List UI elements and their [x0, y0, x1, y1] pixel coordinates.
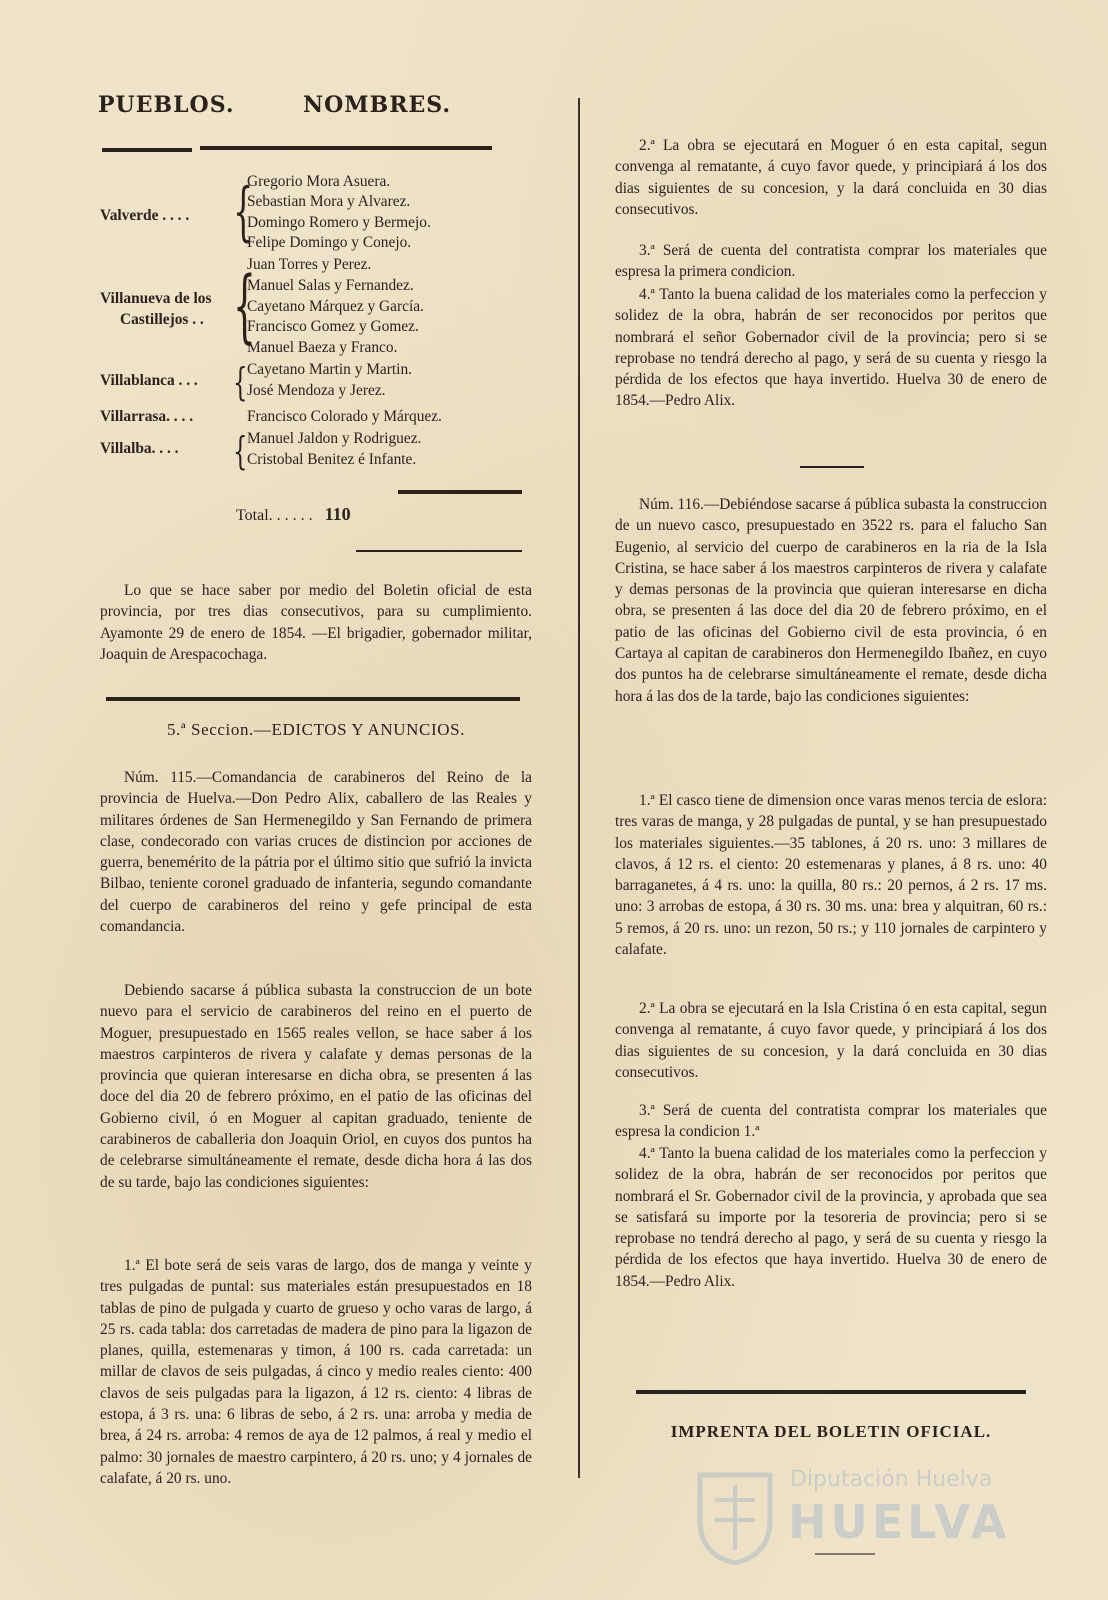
total-rule-bottom — [356, 550, 522, 552]
name: Domingo Romero y Bermejo. — [247, 214, 431, 231]
town-villarrasa: Villarrasa. . . . — [100, 408, 194, 425]
coat-of-arms-icon — [690, 1465, 780, 1565]
table-header — [98, 92, 538, 128]
town-villanueva: Villanueva de los — [100, 290, 212, 307]
town-villalba: Villalba. . . . — [100, 440, 179, 457]
total-rule-top — [398, 490, 522, 494]
watermark-line1: Diputación Huelva — [790, 1467, 993, 1492]
header-nombres: NOMBRES. — [303, 92, 452, 118]
name: Francisco Colorado y Márquez. — [247, 408, 442, 425]
n116-condition-4: 4.ª Tanto la buena calidad de los materiales como la perfeccion y solidez de la obra, habrán de ser reconocidos por peritos que nombrará el Sr. Gobernador civil de la provincia, y aprobada que sea se satisfará su importe por la tesoreria de provincia; pero si se reprobase no tendrá derecho al pago, y será de su cuenta y riesgo la pérdida de los efectos que haya invertido. Huelva 30 de enero de 1854.—Pedro Alix. — [615, 1145, 1047, 1290]
name: José Mendoza y Jerez. — [247, 382, 386, 399]
name: Sebastian Mora y Alvarez. — [247, 193, 411, 210]
n116-condition-2: 2.ª La obra se ejecutará en la Isla Cristina ó en esta capital, segun convenga al rematante, á cuyo favor quede, y principiará á los dos dias siguientes de su concesion, y la dará concluida en 30 dias consecutivos. — [615, 1000, 1047, 1081]
town-valverde: Valverde . . . . — [100, 207, 190, 224]
name: Francisco Gomez y Gomez. — [247, 318, 419, 335]
town-villanueva-2: Castillejos . . — [120, 311, 204, 328]
footer-imprenta: IMPRENTA DEL BOLETIN OFICIAL. — [670, 1422, 992, 1441]
name: Manuel Salas y Fernandez. — [247, 277, 414, 294]
n115-body: Debiendo sacarse á pública subasta la construccion de un bote nuevo para el servicio de carabineros del reino en el puerto de Moguer, presupuestado en 1565 reales vellon, se hace saber á los maestros carpinteros de rivera y calafate y demas personas de la provincia que quieran interesarse en dicha obra, se presenten á las doce del dia 20 de febrero próximo, en el patio de las oficinas del Gobierno civil, ó en Moguer al capitan graduado, teniente de carabineros de caballeria don Joaquin Oriol, en cuyos dos puntos ha de celebrarse simultáneamente el remate, desde dicha hora á las dos de su tarde, bajo las condiciones siguientes: — [100, 982, 532, 1191]
n115-condition-2: 2.ª La obra se ejecutará en Moguer ó en esta capital, segun convenga al rematante, á cuyo favor quede, y principiará á los dos dias siguientes de su concesion, y la dará concluida en 30 dias consecutivos. — [615, 137, 1047, 218]
name: Felipe Domingo y Conejo. — [247, 234, 412, 251]
n116-condition-1: 1.ª El casco tiene de dimension once varas menos tercia de eslora: tres varas de manga, y 28 pulgadas de puntal, y se han presupuestado los materiales siguientes.—35 tablones, á 20 rs. uno: 3 millares de clavos, á 12 rs. el ciento: 20 estemenaras y planes, á 8 rs. uno: 40 barraganetes, á 4 rs. uno: la quilla, 80 rs.: 20 pernos, á 2 rs. 17 ms. uno: 3 arrobas de estopa, á 30 rs. 30 ms. una: brea y alquitran, 60 rs.: 5 remos, á 20 rs. uno: un rezon, 50 rs.; y 110 jornales de carpintero y calafate. — [615, 792, 1047, 959]
separator-rule — [800, 466, 864, 468]
column-divider — [578, 98, 580, 1478]
header-rule-right — [200, 146, 492, 150]
town-villablanca: Villablanca . . . — [100, 372, 198, 389]
n115-intro: Núm. 115.—Comandancia de carabineros del Reino de la provincia de Huelva.—Don Pedro Alix, caballero de las Reales y militares órdenes de San Hermenegildo y San Fernando de primera clase, condecorado con varias cruces de distincion por acciones de guerra, benemérito de la pátria por el último sitio que sufrió la invicta Bilbao, teniente coronel graduado de infanteria, segundo comandante del cuerpo de carabineros del reino y gefe principal de esta comandancia. — [100, 769, 532, 936]
notice-ayamonte: Lo que se hace saber por medio del Boletin oficial de esta provincia, por tres dias consecutivos, para su cumplimiento. Ayamonte 29 de enero de 1854. —El brigadier, gobernador militar, Joaquin de Arespacochaga. — [100, 582, 532, 663]
name: Cayetano Martin y Martin. — [247, 361, 412, 378]
name: Manuel Baeza y Franco. — [247, 339, 398, 356]
footer-rule — [636, 1390, 1026, 1394]
brace-villablanca: { — [233, 360, 248, 404]
header-pueblos: PUEBLOS. — [98, 92, 235, 118]
brace-villanueva: { — [233, 259, 256, 352]
n115-condition-1: 1.ª El bote será de seis varas de largo, dos de manga y veinte y tres pulgadas de puntal: sus materiales están presupuestados en 18 tablas de pino de pulgada y cuarto de grueso y ocho varas de largo, á 25 rs. cada tabla: dos carretadas de madera de pino para la ligazon de planes, quilla, estemenaras y timon, á 100 rs. cada carretada: un millar de clavos de seis pulgadas, á cinco y medio reales ciento: 400 clavos de seis pulgadas para la ligazon, á 12 rs. ciento: 4 libras de estopa, á 3 rs. una: 6 libras de sebo, á 2 rs. una: arroba y media de brea, á 24 rs. arroba: 4 remos de aya de 12 palmos, á real y medio el palmo: 30 jornales de maestro carpintero, á 20 rs. uno; y 4 jornales de calafate, á 20 rs. uno. — [100, 1257, 532, 1487]
name: Manuel Jaldon y Rodriguez. — [247, 430, 422, 447]
archive-watermark — [690, 1465, 1020, 1575]
signature-mark — [815, 1545, 875, 1555]
section-title: 5.ª Seccion.—EDICTOS Y ANUNCIOS. — [166, 720, 466, 739]
name: Juan Torres y Perez. — [247, 256, 372, 273]
header-rule-left — [102, 148, 192, 152]
name: Cristobal Benitez é Infante. — [247, 451, 417, 468]
name: Gregorio Mora Asuera. — [247, 173, 391, 190]
n115-condition-4: 4.ª Tanto la buena calidad de los materiales como la perfeccion y solidez de la obra, habrán de ser reconocidos por peritos que nombrará el señor Gobernador civil de la provincia; pero si se reprobase no tendrá derecho al pago, y será de su cuenta y riesgo la pérdida de los efectos que haya invertido. Huelva 30 de enero de 1854.—Pedro Alix. — [615, 286, 1047, 410]
name: Cayetano Márquez y García. — [247, 298, 424, 315]
total-label: Total. . . . . . — [236, 507, 313, 524]
n116-condition-3: 3.ª Será de cuenta del contratista comprar los materiales que espresa la condicion 1.ª — [615, 1102, 1047, 1141]
total-value: 110 — [324, 504, 351, 524]
watermark-line2: HUELVA — [788, 1495, 1011, 1549]
n115-condition-3: 3.ª Será de cuenta del contratista comprar los materiales que espresa la primera condicion. — [615, 242, 1047, 281]
section-rule — [106, 697, 520, 701]
brace-villalba: { — [233, 429, 248, 473]
brace-valverde: { — [233, 175, 254, 249]
total-row — [236, 504, 351, 525]
n116-intro: Núm. 116.—Debiéndose sacarse á pública subasta la construccion de un nuevo casco, presupuestado en 3522 rs. para el falucho San Eugenio, al servicio del cuerpo de carabineros en la ria de la Isla Cristina, se hace saber á los maestros carpinteros de rivera y calafate y demas personas de la provincia que quieran interesarse en dicha obra, se presenten á las doce del dia 20 de febrero próximo, en el patio de las oficinas del Gobierno civil de esta provincia, ó en Cartaya al capitan de carabineros don Hermenegildo Ibañez, en cuyo dos puntos ha de celebrarse simultáneamente el remate, desde dicha hora á las dos de la tarde, bajo las condiciones siguientes: — [615, 496, 1047, 705]
